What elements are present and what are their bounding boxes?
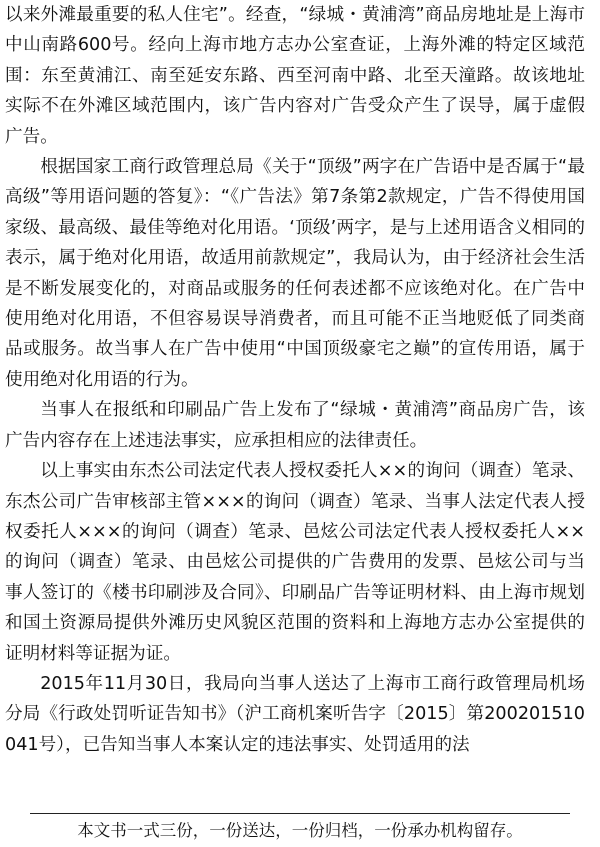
paragraph-evidence: 以上事实由东杰公司法定代表人授权委托人××的询问（调查）笔录、东杰公司广告审核部主管×××的询问（调查）笔录、当事人法定代表人授权委托人×××的询问（调查）笔录、邑炫公司法定代表人授权委托人××的询问（调查）笔录、由邑炫公司提供的广告费用的发票、邑炫公司与当事人签订的《楼书印刷涉及合同》、印刷品广告等证明材料、由上海市规划和国土资源局提供外滩历史风貌区范围的资料和上海地方志办公室提供的证明材料等证据为证。 [5,461,585,664]
paragraph-absolute-terms: 根据国家工商行政管理总局《关于“顶级”两字在广告语中是否属于“最高级”等用语问题的答复》：“《广告法》第7条第2款规定，广告不得使用国家级、最高级、最佳等绝对化用语。‘顶级’两字，是与上述用语含义相同的表示，属于绝对化用语，故适用前款规定”，我局认为，由于经济社会生活是不断发展变化的，对商品或服务的任何表述都不应该绝对化。在广告中使用绝对化用语，不但容易误导消费者，而且可能不正当地贬低了同类商品或服务。故当事人在广告中使用“中国顶级豪宅之巅”的宣传用语，属于使用绝对化用语的行为。 [5,157,585,390]
paragraph-continued: 以来外滩最重要的私人住宅”。经查，“绿城・黄浦湾”商品房地址是上海市中山南路600号。经向上海市地方志办公室查证，上海外滩的特定区域范围：东至黄浦江、南至延安东路、西至河南中路、北至天潼路。故该地址实际不在外滩区域范围内，该广告内容对广告受众产生了误导，属于虚假广告。 [5,5,585,147]
footer-note: 本文书一式三份，一份送达，一份归档，一份承办机构留存。 [77,821,523,840]
paragraph-hearing-notice: 2015年11月30日，我局向当事人送达了上海市工商行政管理局机场分局《行政处罚听证告知书》（沪工商机案听告字〔2015〕第200201510041号），已告知当事人本案认定的违法事实、处罚适用的法 [5,673,585,755]
document-body [5,0,585,760]
footer-divider [30,813,570,814]
paragraph-liability: 当事人在报纸和印刷品广告上发布了“绿城・黄浦湾”商品房广告，该广告内容存在上述违法事实，应承担相应的法律责任。 [5,400,585,451]
